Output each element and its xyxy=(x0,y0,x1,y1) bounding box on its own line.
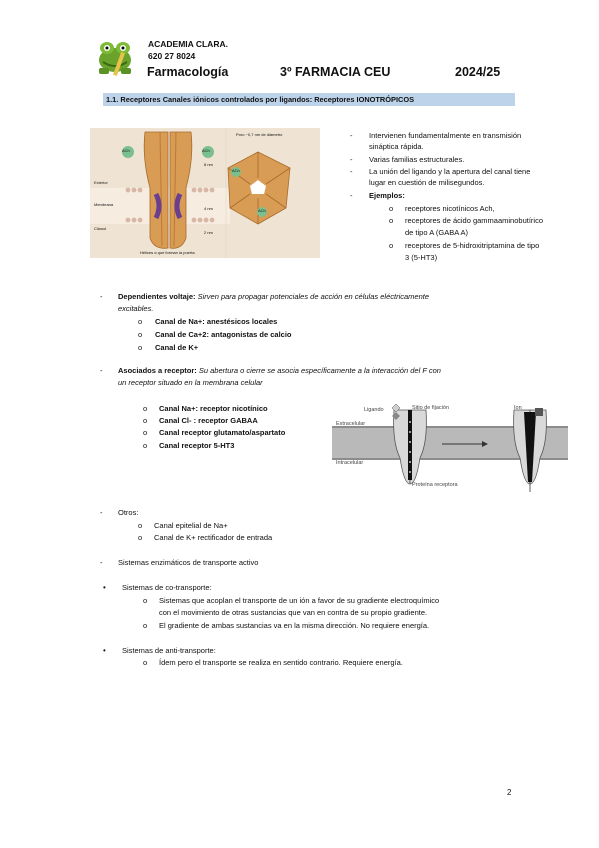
dash-marker: - xyxy=(100,508,103,517)
receptor-item: Canal receptor glutamato/aspartato xyxy=(159,428,286,437)
cotransport-item: El gradiente de ambas sustancias va en la misma dirección. No requiere energía. xyxy=(159,621,430,630)
circle-marker: o xyxy=(143,621,148,630)
dash-marker: - xyxy=(100,366,103,375)
dash-marker: - xyxy=(100,558,103,567)
exterior-label: Exterior xyxy=(94,180,108,185)
intro-bullet: sináptica rápida. xyxy=(369,142,424,151)
bullet-marker: • xyxy=(103,583,106,592)
scale-2nm: 2 nm xyxy=(204,230,213,235)
ligand-channel-figure xyxy=(332,402,568,494)
intro-bullet: Varias familias estructurales. xyxy=(369,155,465,164)
intro-bullet: La unión del ligando y la apertura del canal tiene xyxy=(369,167,531,176)
circle-marker: o xyxy=(389,204,394,213)
voltage-desc-cont: excitables. xyxy=(118,304,154,313)
receptor-title: Asociados a receptor: xyxy=(118,366,197,375)
receptor-item: Canal Na+: receptor nicotínico xyxy=(159,404,268,413)
course-title: 3º FARMACIA CEU xyxy=(280,65,391,79)
bullet-marker: • xyxy=(103,646,106,655)
voltage-item: Canal de K+ xyxy=(155,343,199,352)
antitransport-title: Sistemas de anti-transporte: xyxy=(122,646,216,655)
receptor-desc-cont: un receptor situado en la membrana celular xyxy=(118,378,263,387)
page-number: 2 xyxy=(507,788,512,797)
circle-marker: o xyxy=(143,658,148,667)
cotransport-item: Sistemas que acoplan el transporte de un ión a favor de su gradiente electroquímico xyxy=(159,596,440,605)
ach-label-1: ACh xyxy=(122,148,130,153)
others-title: Otros: xyxy=(118,508,139,517)
section-banner xyxy=(103,93,515,106)
dash-marker: - xyxy=(350,131,353,140)
binding-site-label: Sitio de fijación xyxy=(412,405,449,411)
cytosol-label: Citosol xyxy=(94,226,107,231)
academy-phone: 620 27 8024 xyxy=(148,51,196,61)
dash-marker: - xyxy=(350,191,353,200)
membrane-label: Membrana xyxy=(94,202,114,207)
cotransport-title: Sistemas de co-transporte: xyxy=(122,583,212,592)
cotransport-item-cont: con el movimiento de otras sustancias que van en contra de su propio gradiente. xyxy=(159,608,428,617)
circle-marker: o xyxy=(138,521,143,530)
intro-bullet: lugar en cuestión de milisegundos. xyxy=(369,178,485,187)
ligand-label: Ligando xyxy=(364,407,384,413)
intro-bullet: Intervienen fundamentalmente en transmisión xyxy=(369,131,522,140)
receptor-item: Canal Cl- : receptor GABAA xyxy=(159,416,258,425)
voltage-desc: Sirven para propagar potenciales de acción en células eléctricamente xyxy=(195,292,430,301)
example-item: receptores nicotínicos Ach, xyxy=(405,204,495,213)
section-title: 1.1. Receptores Canales iónicos controlados por ligandos: Receptores IONOTRÓPICOS xyxy=(106,95,415,104)
receptor-line-1 xyxy=(118,365,441,377)
voltage-title: Dependientes voltaje: xyxy=(118,292,196,301)
circle-marker: o xyxy=(389,216,394,225)
receptor-desc: Su abertura o cierre se asocia específicamente a la interacción del F con xyxy=(196,366,441,375)
gate-label: Hélices α que forman la puerta xyxy=(140,250,195,255)
dash-marker: - xyxy=(100,292,103,301)
voltage-item: Canal de Ca+2: antagonistas de calcio xyxy=(155,330,292,339)
circle-marker: o xyxy=(138,317,143,326)
circle-marker: o xyxy=(143,404,148,413)
receptor-structure-figure xyxy=(90,128,320,258)
scale-4nm: 4 nm xyxy=(204,206,213,211)
extracellular-label: Extracelular xyxy=(336,421,366,427)
circle-marker: o xyxy=(143,428,148,437)
dash-marker: - xyxy=(350,155,353,164)
circle-marker: o xyxy=(138,330,143,339)
ach-label-3: ACh xyxy=(232,168,240,173)
academic-year: 2024/25 xyxy=(455,65,501,79)
circle-marker: o xyxy=(138,533,143,542)
voltage-line-1 xyxy=(118,291,429,303)
enzymatic-title: Sistemas enzimáticos de transporte activo xyxy=(118,558,259,567)
ach-label-2: ACh xyxy=(202,148,210,153)
pore-label: Poro ~0,7 nm de diámetro xyxy=(236,132,283,137)
circle-marker: o xyxy=(138,343,143,352)
circle-marker: o xyxy=(143,416,148,425)
example-item: 3 (5-HT3) xyxy=(405,253,438,262)
example-item: receptores de 5-hidroxitriptamina de tipo xyxy=(405,241,540,250)
dash-marker: - xyxy=(350,167,353,176)
scale-8nm: 8 nm xyxy=(204,162,213,167)
receptor-item: Canal receptor 5-HT3 xyxy=(159,441,235,450)
academy-name: ACADEMIA CLARA. xyxy=(148,39,228,49)
voltage-item: Canal de Na+: anestésicos locales xyxy=(155,317,278,326)
others-item: Canal epitelial de Na+ xyxy=(154,521,228,530)
subject-title: Farmacología xyxy=(147,65,229,79)
circle-marker: o xyxy=(143,596,148,605)
receptor-protein-label: Proteína receptora xyxy=(412,482,458,488)
antitransport-item: Ídem pero el transporte se realiza en sentido contrario. Requiere energía. xyxy=(159,658,403,667)
others-item: Canal de K+ rectificador de entrada xyxy=(154,533,273,542)
circle-marker: o xyxy=(389,241,394,250)
intro-bullet: Ejemplos: xyxy=(369,191,405,200)
ion-label: Ion xyxy=(514,405,522,411)
academy-logo xyxy=(93,38,139,78)
intracellular-label: Intracelular xyxy=(336,460,364,466)
circle-marker: o xyxy=(143,441,148,450)
ach-label-4: ACh xyxy=(258,208,266,213)
example-item: de tipo A (GABA A) xyxy=(405,228,468,237)
example-item: receptores de ácido gammaaminobutírico xyxy=(405,216,543,225)
